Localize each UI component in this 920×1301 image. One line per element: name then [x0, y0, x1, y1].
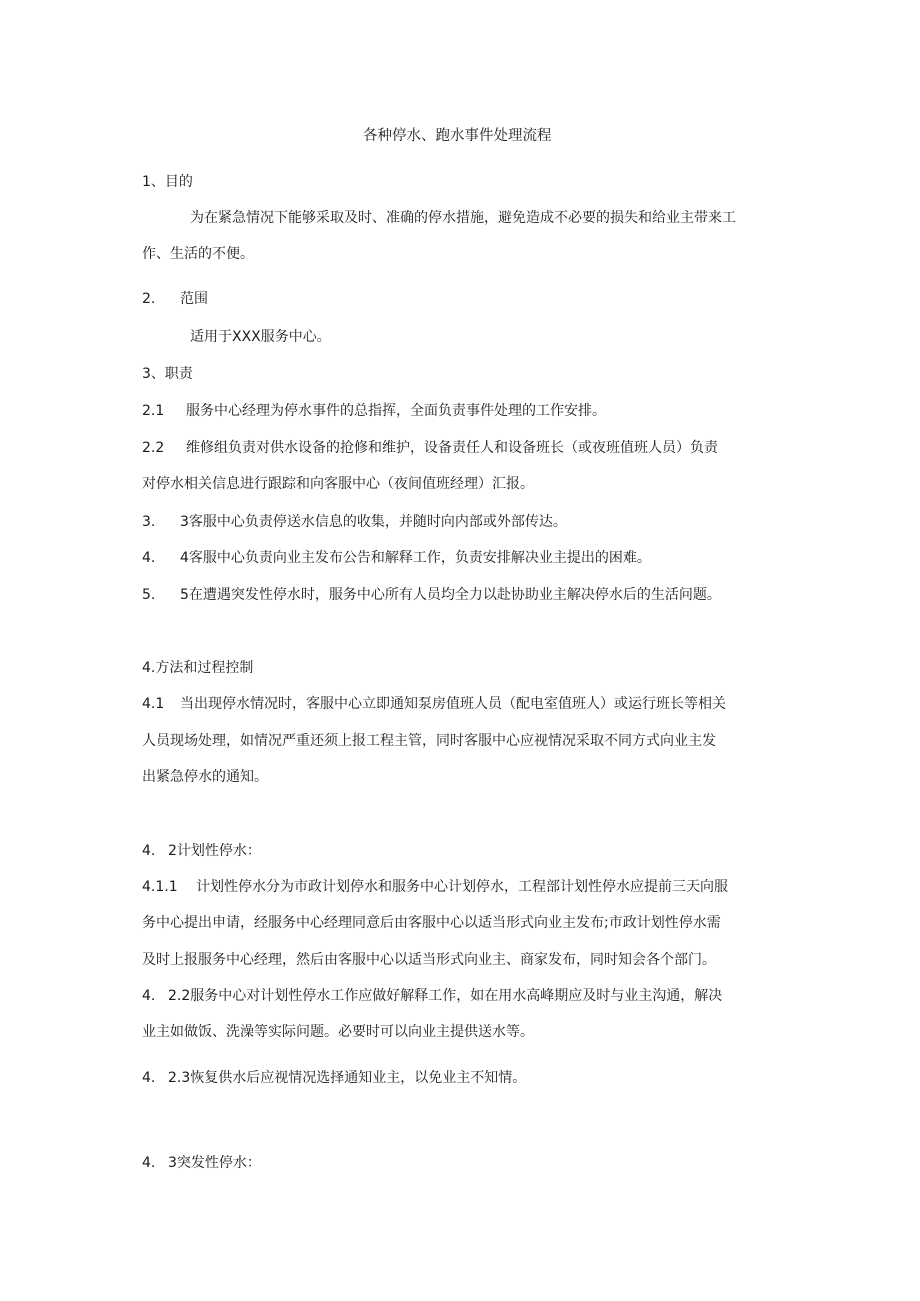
item-number: 4.1.1 — [142, 879, 178, 895]
section-3-heading: 3、职责 — [142, 366, 193, 382]
item-text: 3突发性停水： — [168, 1155, 261, 1171]
item-number: 2.2 — [142, 440, 165, 456]
item-text: 人员现场处理，如情况严重还须上报工程主管，同时客服中心应视情况采取不同方式向业主发 — [142, 733, 716, 749]
item-number: 4. — [142, 550, 156, 566]
item-text: 计划性停水分为市政计划停水和服务中心计划停水，工程部计划性停水应提前三天向服 — [196, 879, 728, 895]
item-text: 业主如做饭、洗澡等实际问题。必要时可以向业主提供送水等。 — [142, 1024, 534, 1040]
item-number: 3. — [142, 514, 156, 530]
item-text: 出紧急停水的通知。 — [142, 769, 268, 785]
section-1-heading: 1、目的 — [142, 174, 193, 190]
section-2-heading: 范围 — [180, 291, 208, 307]
item-text: 务中心提出申请，经服务中心经理同意后由客服中心以适当形式向业主发布;市政计划性停水需 — [142, 915, 721, 931]
section-2-number: 2. — [142, 291, 156, 307]
item-text: 及时上报服务中心经理，然后由客服中心以适当形式向业主、商家发布，同时知会各个部门。 — [142, 952, 716, 968]
section-2-text: 适用于XXX服务中心。 — [190, 329, 331, 345]
item-text: 3客服中心负责停送水信息的收集，并随时向内部或外部传达。 — [180, 514, 567, 530]
item-text: 当出现停水情况时，客服中心立即通知泵房值班人员（配电室值班人）或运行班长等相关 — [180, 696, 726, 712]
item-number: 4. — [142, 843, 156, 859]
item-text: 2.3恢复供水后应视情况选择通知业主，以免业主不知情。 — [168, 1070, 527, 1086]
item-number: 4. — [142, 988, 156, 1004]
item-text: 对停水相关信息进行跟踪和向客服中心（夜间值班经理）汇报。 — [142, 476, 534, 492]
item-number: 4. — [142, 1070, 156, 1086]
item-text: 2.2服务中心对计划性停水工作应做好解释工作，如在用水高峰期应及时与业主沟通，解决 — [168, 988, 723, 1004]
section-1-text-line: 作、生活的不便。 — [142, 246, 254, 262]
section-4-heading: 4.方法和过程控制 — [142, 660, 254, 676]
item-text: 4客服中心负责向业主发布公告和解释工作，负责安排解决业主提出的困难。 — [180, 550, 651, 566]
item-number: 4. — [142, 1155, 156, 1171]
item-text: 维修组负责对供水设备的抢修和维护，设备责任人和设备班长（或夜班值班人员）负责 — [186, 440, 718, 456]
item-number: 2.1 — [142, 403, 165, 419]
item-number: 5. — [142, 587, 156, 603]
document-title: 各种停水、跑水事件处理流程 — [363, 128, 552, 144]
item-number: 4.1 — [142, 696, 165, 712]
item-text: 服务中心经理为停水事件的总指挥，全面负责事件处理的工作安排。 — [186, 403, 606, 419]
section-1-text-line: 为在紧急情况下能够采取及时、准确的停水措施，避免造成不必要的损失和给业主带来工 — [190, 210, 736, 226]
item-text: 2计划性停水： — [168, 843, 261, 859]
item-text: 5在遭遇突发性停水时，服务中心所有人员均全力以赴协助业主解决停水后的生活问题。 — [180, 587, 721, 603]
